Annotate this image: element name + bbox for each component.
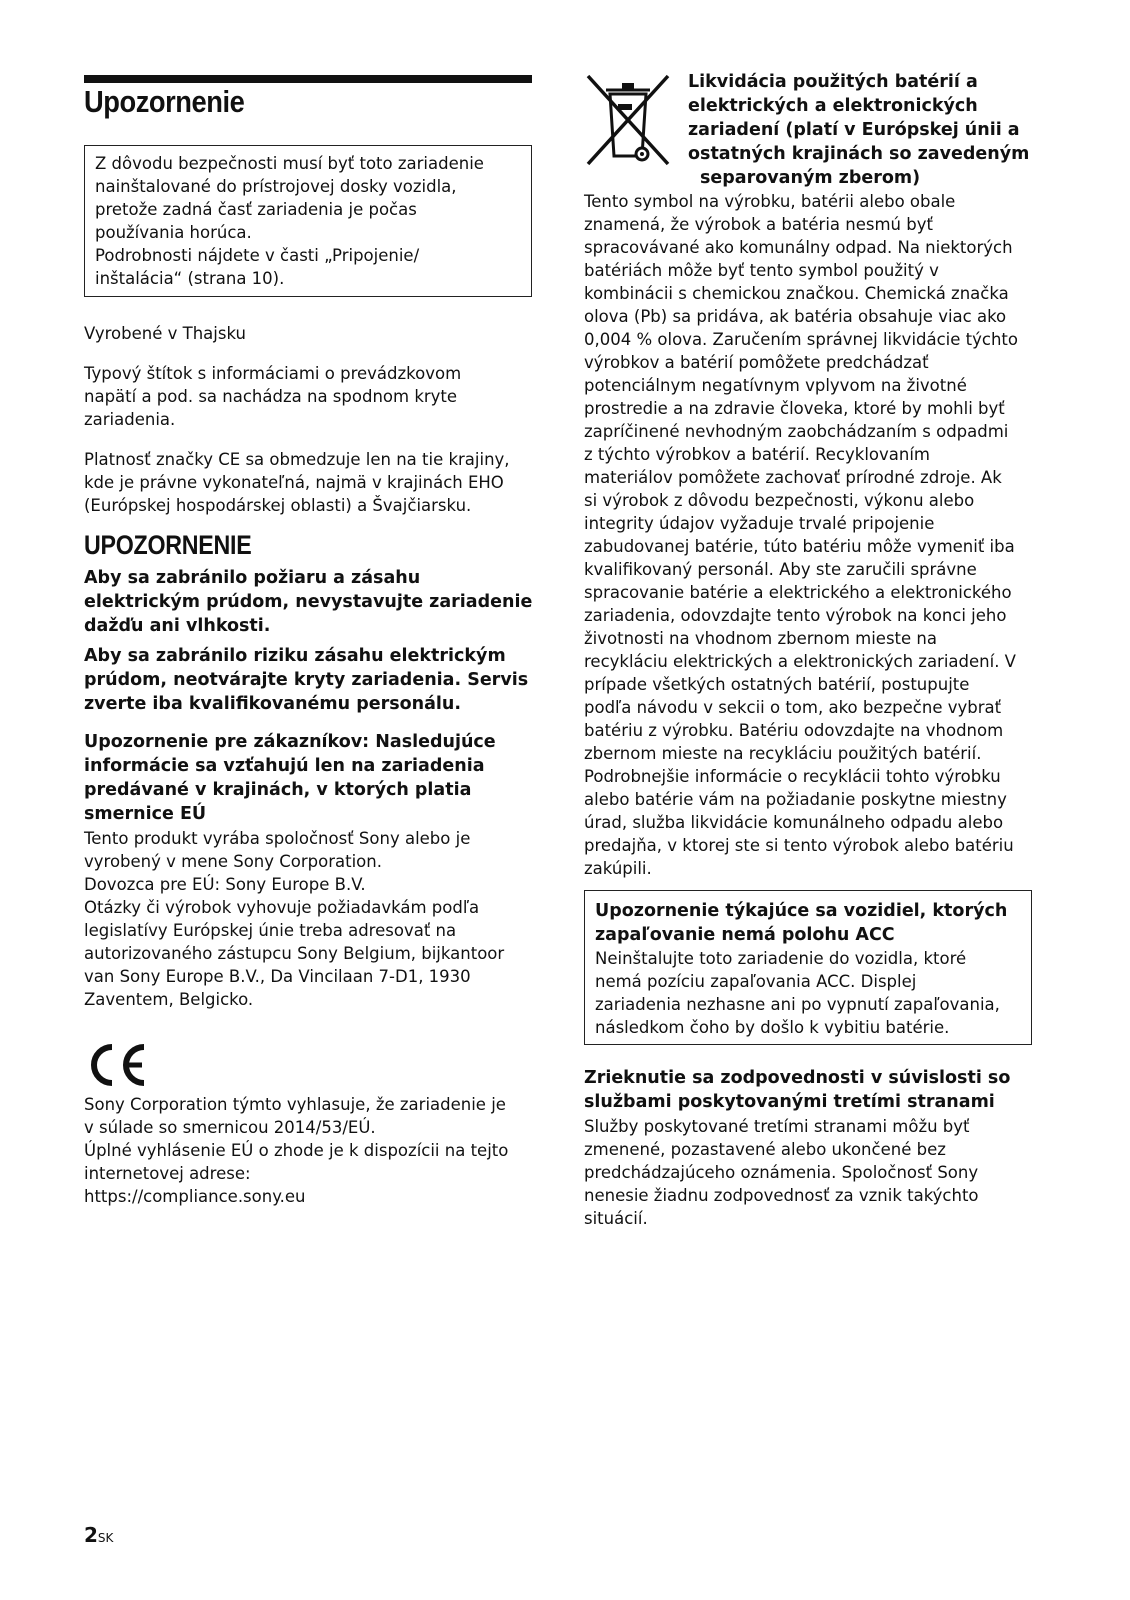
paragraph-line: úrad, služba likvidácie komunálneho odpadu alebo xyxy=(584,813,1004,832)
paragraph-line: olova (Pb) sa pridáva, ak batéria obsahuje viac ako xyxy=(584,307,1007,326)
paragraph-line: zapríčinené nevhodným zaobchádzaním s odpadmi xyxy=(584,422,1009,441)
paragraph-line: napätí a pod. sa nachádza na spodnom kryte xyxy=(84,387,458,406)
warning-line: Aby sa zabránilo požiaru a zásahu xyxy=(84,568,421,588)
heading-line: informácie sa vzťahujú len na zariadenia xyxy=(84,756,485,776)
paragraph-line: nenesie žiadnu zodpovednosť za vznik takýchto xyxy=(584,1186,979,1205)
ce-validity-paragraph xyxy=(84,448,510,517)
paragraph-line: znamená, že výrobok a batéria nesmú byť xyxy=(584,215,933,234)
warning-line: Aby sa zabránilo riziku zásahu elektrickým xyxy=(84,646,506,666)
declaration-paragraph xyxy=(84,1093,508,1208)
fire-warning xyxy=(84,566,532,638)
paragraph-line: internetovej adrese: xyxy=(84,1164,251,1183)
paragraph-line: van Sony Europe B.V., Da Vincilaan 7-D1, 1930 xyxy=(84,967,471,986)
page-number-value: 2 xyxy=(84,1523,98,1547)
heading-line: predávané v krajinách, v ktorých platia xyxy=(84,780,472,800)
paragraph-line: spracovávané ako komunálny odpad. Na niektorých xyxy=(584,238,1013,257)
paragraph-line: kvalifikovaný personál. Aby ste zaručili správne xyxy=(584,560,977,579)
notice-line: inštalácia“ (strana 10). xyxy=(95,269,285,288)
safety-notice-box xyxy=(84,145,532,297)
paragraph-line: Dovozca pre EÚ: Sony Europe B.V. xyxy=(84,875,366,894)
paragraph-line: kombinácii s chemickou značkou. Chemická značka xyxy=(584,284,1009,303)
warning-line: dažďu ani vlhkosti. xyxy=(84,616,271,636)
paragraph-line: Sony Corporation týmto vyhlasuje, že zariadenie je xyxy=(84,1095,506,1114)
heading-line: separovaným zberom) xyxy=(700,168,921,188)
heading-line: zapaľovanie nemá polohu ACC xyxy=(595,925,895,945)
paragraph-line: Otázky či výrobok vyhovuje požiadavkám podľa xyxy=(84,898,480,917)
paragraph-line: prostredie a na zdravie človeka, ktoré by mohli byť xyxy=(584,399,1005,418)
notice-line: používania horúca. xyxy=(95,223,252,242)
customers-notice-body xyxy=(84,827,504,1011)
customers-notice-heading xyxy=(84,730,496,826)
warning-line: prúdom, neotvárajte kryty zariadenia. Servis xyxy=(84,670,529,690)
heading-line: službami poskytovanými tretími stranami xyxy=(584,1092,995,1112)
heading-line: Likvidácia použitých batérií a xyxy=(688,72,978,92)
paragraph-line: následkom čoho by došlo k vybitiu batérie. xyxy=(595,1018,950,1037)
heading-line: elektrických a elektronických xyxy=(688,96,978,116)
rating-label-paragraph xyxy=(84,362,461,431)
notice-line: pretože zadná časť zariadenia je počas xyxy=(95,200,417,219)
paragraph-line: Zaventem, Belgicko. xyxy=(84,990,254,1009)
heading-rule xyxy=(84,75,532,83)
paragraph-line: zabudovanej batérie, túto batériu môže vymeniť iba xyxy=(584,537,1015,556)
disposal-heading xyxy=(688,70,1029,190)
paragraph-line: alebo batérie vám na požiadanie poskytne miestny xyxy=(584,790,1007,809)
paragraph-line: Úplné vyhlásenie EÚ o zhode je k dispozícii na tejto xyxy=(84,1141,509,1160)
paragraph-line: potenciálnym negatívnym vplyvom na životné xyxy=(584,376,967,395)
disclaimer-body xyxy=(584,1115,979,1230)
paragraph-line: životnosti na vhodnom zbernom mieste na xyxy=(584,629,937,648)
paragraph-line: Podrobnejšie informácie o recyklácii tohto výrobku xyxy=(584,767,1001,786)
paragraph-line: Tento produkt vyrába spoločnosť Sony alebo je xyxy=(84,829,471,848)
acc-notice-heading xyxy=(595,899,1021,947)
heading-line: Upozornenie týkajúce sa vozidiel, ktorých xyxy=(595,901,1008,921)
paragraph-line: prípade všetkých ostatných batérií, postupujte xyxy=(584,675,970,694)
paragraph-line: legislatívy Európskej únie treba adresovať na xyxy=(84,921,457,940)
page-number xyxy=(84,1523,113,1547)
notice-line: nainštalované do prístrojovej dosky vozidla, xyxy=(95,177,457,196)
paragraph-line: Tento symbol na výrobku, batérii alebo obale xyxy=(584,192,956,211)
heading-line: Zrieknutie sa zodpovednosti v súvislosti so xyxy=(584,1068,1011,1088)
warning-title: UPOZORNENIE xyxy=(84,530,252,560)
paragraph-line: nemá pozíciu zapaľovania ACC. Displej xyxy=(595,972,917,991)
paragraph-line: Typový štítok s informáciami o prevádzkovom xyxy=(84,364,462,383)
page-title: Upozornenie xyxy=(84,84,245,119)
paragraph-line: zakúpili. xyxy=(584,859,652,878)
page-language-suffix: SK xyxy=(97,1531,114,1545)
paragraph-line: zmenené, pozastavené alebo ukončené bez xyxy=(584,1140,946,1159)
paragraph-line: zariadenia nezhasne ani po vypnutí zapaľovania, xyxy=(595,995,1000,1014)
paragraph-line: vyrobený v mene Sony Corporation. xyxy=(84,852,382,871)
paragraph-line: výrobkov a batérií pomôžete predchádzať xyxy=(584,353,929,372)
heading-line: ostatných krajinách so zavedeným xyxy=(688,144,1030,164)
safety-notice-text xyxy=(95,152,521,290)
disposal-body xyxy=(584,190,1018,880)
paragraph-line: Neinštalujte toto zariadenie do vozidla, ktoré xyxy=(595,949,967,968)
paragraph-line: recykláciu elektrických a elektronických zariadení. V xyxy=(584,652,1016,671)
made-in-text: Vyrobené v Thajsku xyxy=(84,324,246,343)
shock-warning xyxy=(84,644,528,716)
disclaimer-heading xyxy=(584,1066,1010,1114)
paragraph-line: integrity údajov vyžaduje trvalé pripojenie xyxy=(584,514,935,533)
heading-line: Upozornenie pre zákazníkov: Nasledujúce xyxy=(84,732,496,752)
paragraph-line: zbernom mieste na recykláciu použitých batérií. xyxy=(584,744,982,763)
paragraph-line: batériu z výrobku. Batériu odovzdajte na vhodnom xyxy=(584,721,1004,740)
crossed-out-bin-icon xyxy=(584,72,672,168)
paragraph-line: 0,004 % olova. Zaručením správnej likvidácie týchto xyxy=(584,330,1018,349)
heading-line: zariadení (platí v Európskej únii a xyxy=(688,120,1020,140)
paragraph-line: materiálov pomôžete zachovať prírodné zdroje. Ak xyxy=(584,468,1002,487)
warning-line: elektrickým prúdom, nevystavujte zariadenie xyxy=(84,592,533,612)
paragraph-line: zariadenia, odovzdajte tento výrobok na konci jeho xyxy=(584,606,1007,625)
paragraph-line: predajňa, v ktorej ste si tento výrobok alebo batériu xyxy=(584,836,1014,855)
acc-notice-body xyxy=(595,947,1021,1039)
warning-line: zverte iba kvalifikovanému personálu. xyxy=(84,694,462,714)
notice-line: Z dôvodu bezpečnosti musí byť toto zariadenie xyxy=(95,154,484,173)
paragraph-line: (Európskej hospodárskej oblasti) a Švajčiarsku. xyxy=(84,496,472,515)
paragraph-line: si výrobok z dôvodu bezpečnosti, výkonu alebo xyxy=(584,491,975,510)
paragraph-line: situácií. xyxy=(584,1209,648,1228)
paragraph-line: v súlade so smernicou 2014/53/EÚ. xyxy=(84,1118,376,1137)
paragraph-line: kde je právne vykonateľná, najmä v krajinách EHO xyxy=(84,473,504,492)
paragraph-line: batériách môže byť tento symbol použitý v xyxy=(584,261,939,280)
compliance-url: https://compliance.sony.eu xyxy=(84,1187,306,1206)
heading-line: smernice EÚ xyxy=(84,804,207,824)
paragraph-line: podľa návodu v sekcii o tom, ako bezpečne vybrať xyxy=(584,698,1002,717)
paragraph-line: z týchto výrobkov a batérií. Recyklovaním xyxy=(584,445,931,464)
paragraph-line: autorizovaného zástupcu Sony Belgium, bijkantoor xyxy=(84,944,505,963)
acc-notice-box xyxy=(584,890,1032,1045)
paragraph-line: zariadenia. xyxy=(84,410,176,429)
ce-mark-icon xyxy=(84,1042,150,1088)
paragraph-line: Služby poskytované tretími stranami môžu byť xyxy=(584,1117,970,1136)
paragraph-line: Platnosť značky CE sa obmedzuje len na tie krajiny, xyxy=(84,450,510,469)
paragraph-line: spracovanie batérie a elektrického a elektronického xyxy=(584,583,1012,602)
paragraph-line: predchádzajúceho oznámenia. Spoločnosť Sony xyxy=(584,1163,979,1182)
notice-line: Podrobnosti nájdete v časti „Pripojenie/ xyxy=(95,246,420,265)
